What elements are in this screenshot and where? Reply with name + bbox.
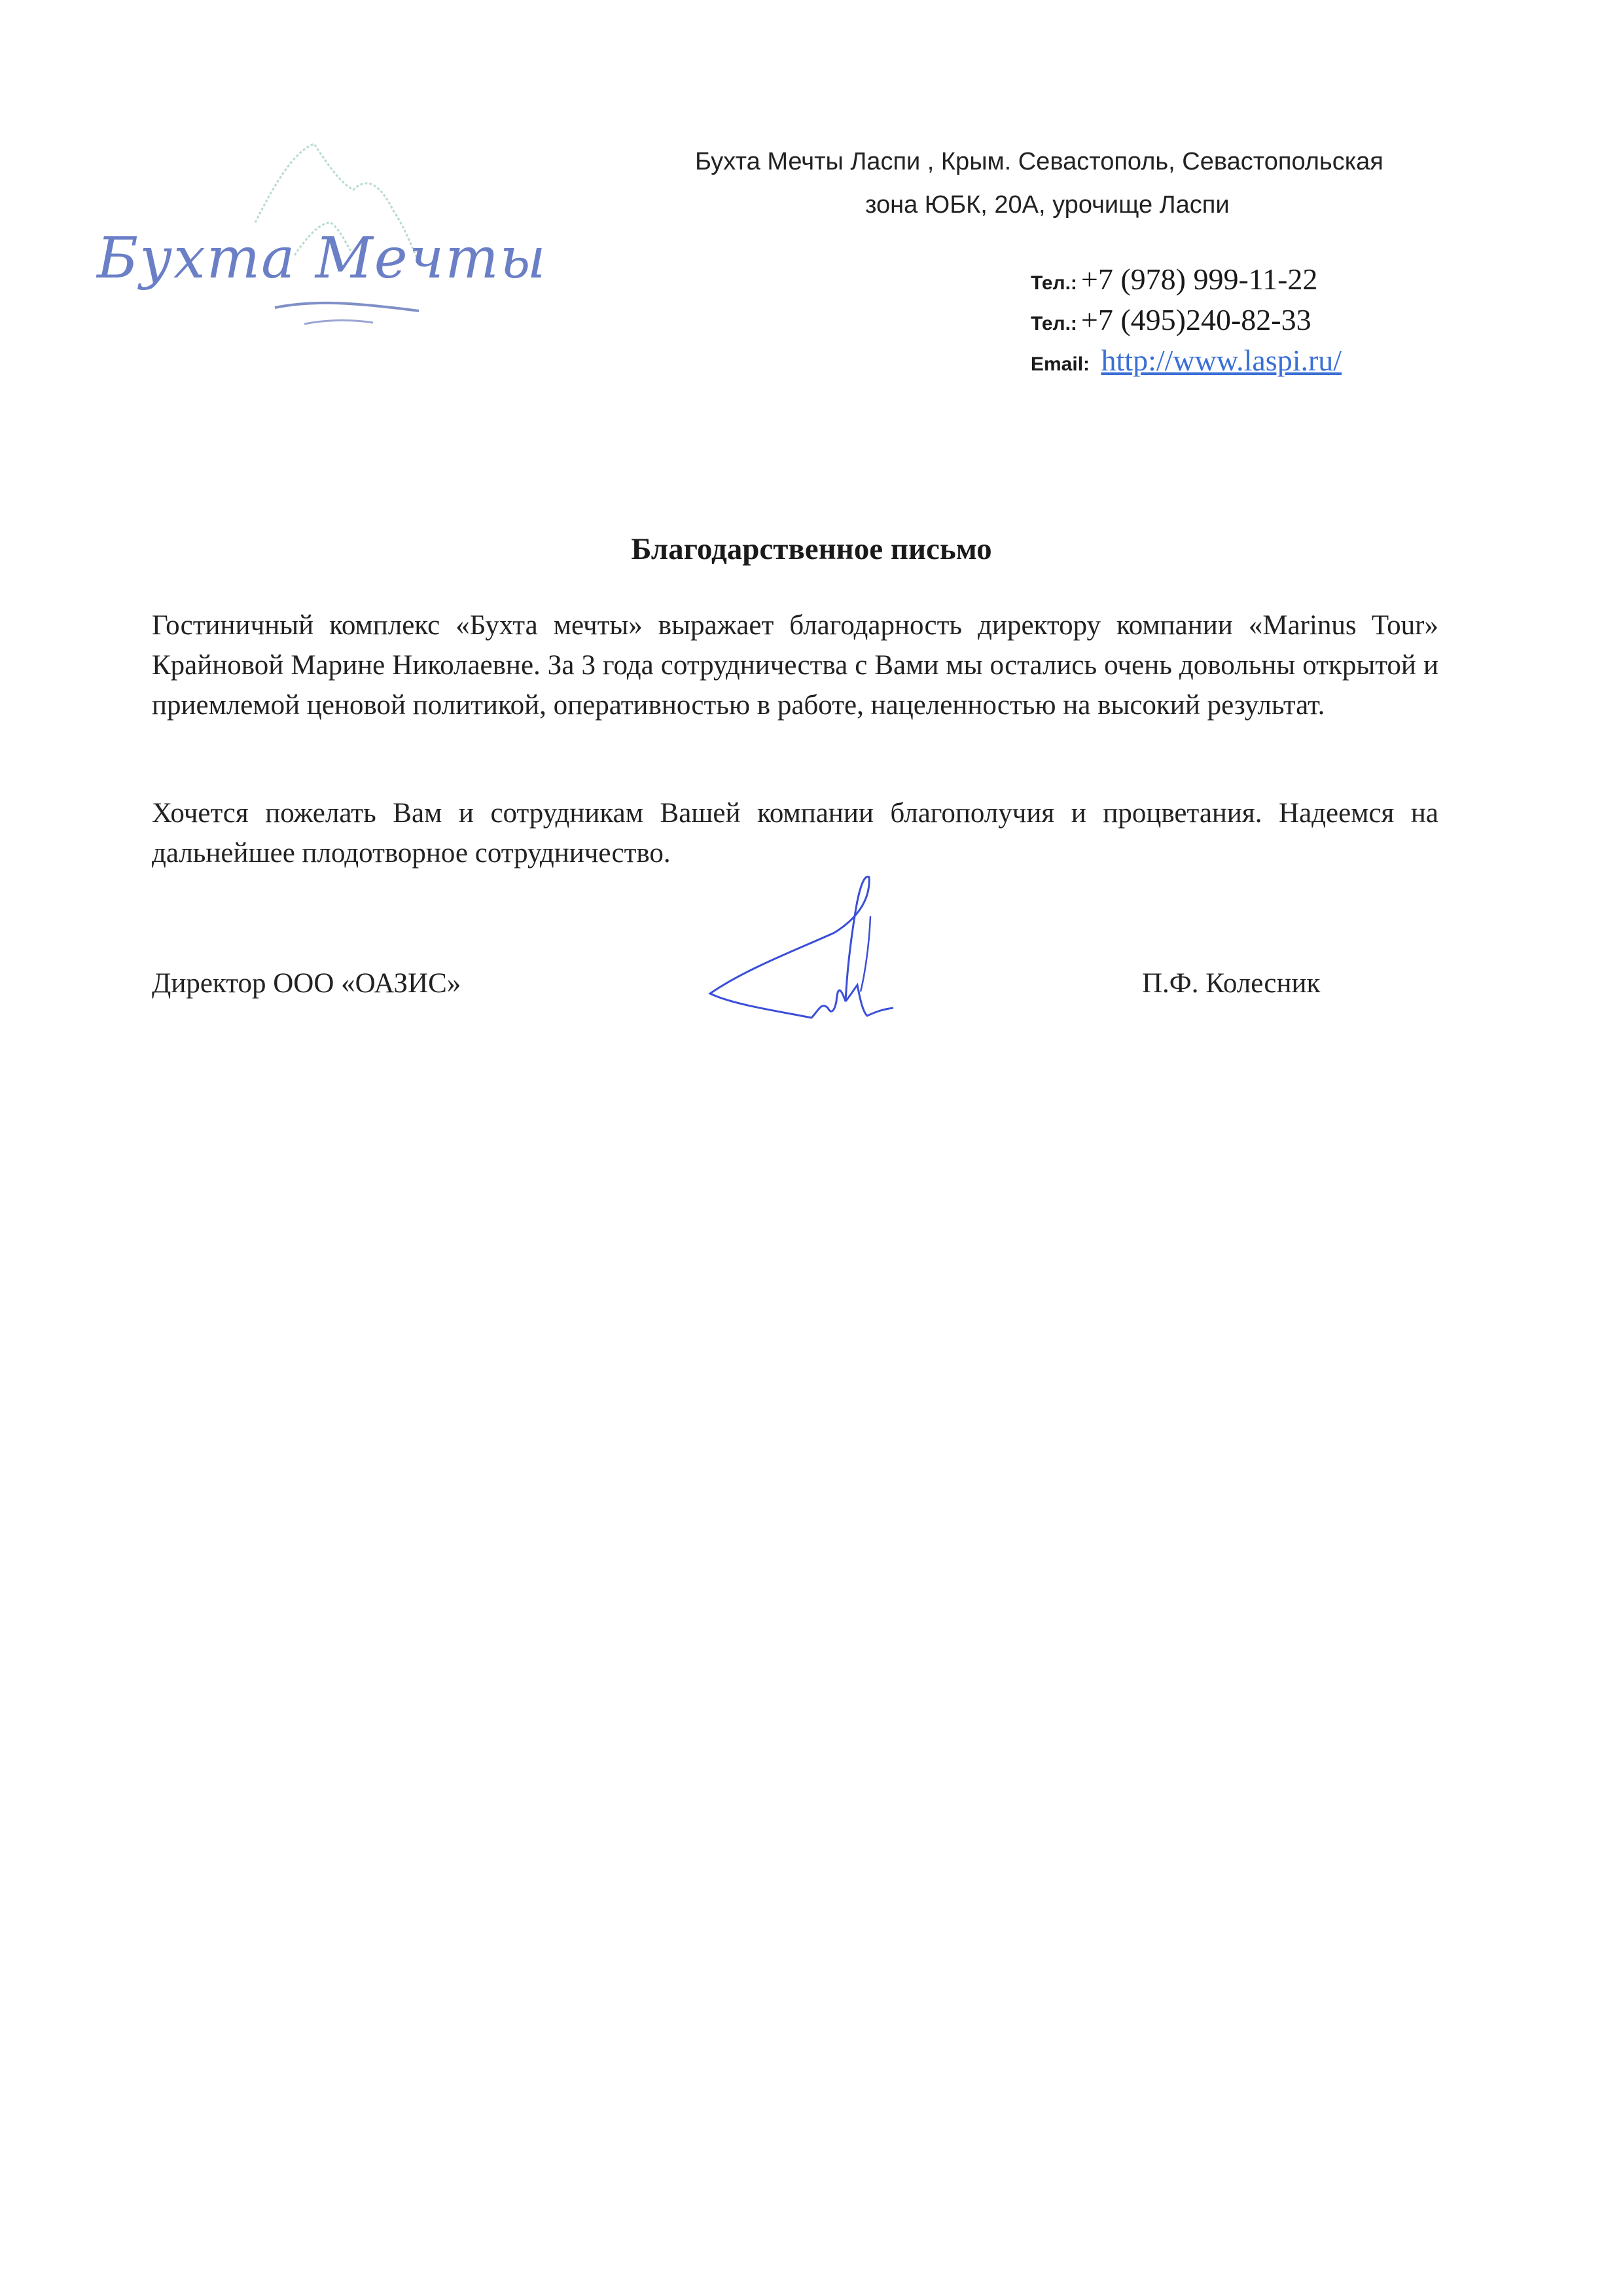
signer-position: Директор ООО «ОАЗИС» — [152, 968, 461, 999]
website-link[interactable]: http://www.laspi.ru/ — [1101, 344, 1342, 377]
email-label: Email: — [1031, 353, 1090, 375]
email — [1031, 343, 1342, 378]
handwritten-signature-icon — [707, 870, 923, 1021]
letter-title: Благодарственное письмо — [631, 532, 992, 566]
address-line-1: Бухта Мечты Ласпи , Крым. Севастополь, Севастопольская — [695, 148, 1383, 175]
logo-text: Бухта Мечты — [97, 226, 547, 291]
phone-2-value: +7 (495)240-82-33 — [1080, 303, 1311, 336]
phone-1-label: Тел.: — [1031, 272, 1077, 294]
phone-1 — [1031, 262, 1317, 296]
phone-2-label: Тел.: — [1031, 313, 1077, 334]
company-logo — [79, 124, 602, 340]
signer-name: П.Ф. Колесник — [1142, 968, 1321, 999]
paragraph-1: Гостиничный комплекс «Бухта мечты» выражает благодарность директору компании «Marinus Tour» Крайновой Марине Николаевне. За 3 года сотрудничества с Вами мы остались очень довольны открытой и приемлемой ценовой политикой, оперативностью в работе, нацеленностью на высокий результат. — [152, 610, 1438, 721]
phone-1-value: +7 (978) 999-11-22 — [1080, 262, 1318, 296]
address-line-2: зона ЮБК, 20А, урочище Ласпи — [865, 191, 1230, 219]
signature — [707, 870, 923, 1021]
phone-2 — [1031, 302, 1311, 337]
paragraph-2: Хочется пожелать Вам и сотрудникам Вашей компании благополучия и процветания. Надеемся на дальнейшее плодотворное сотрудничество. — [152, 798, 1438, 869]
